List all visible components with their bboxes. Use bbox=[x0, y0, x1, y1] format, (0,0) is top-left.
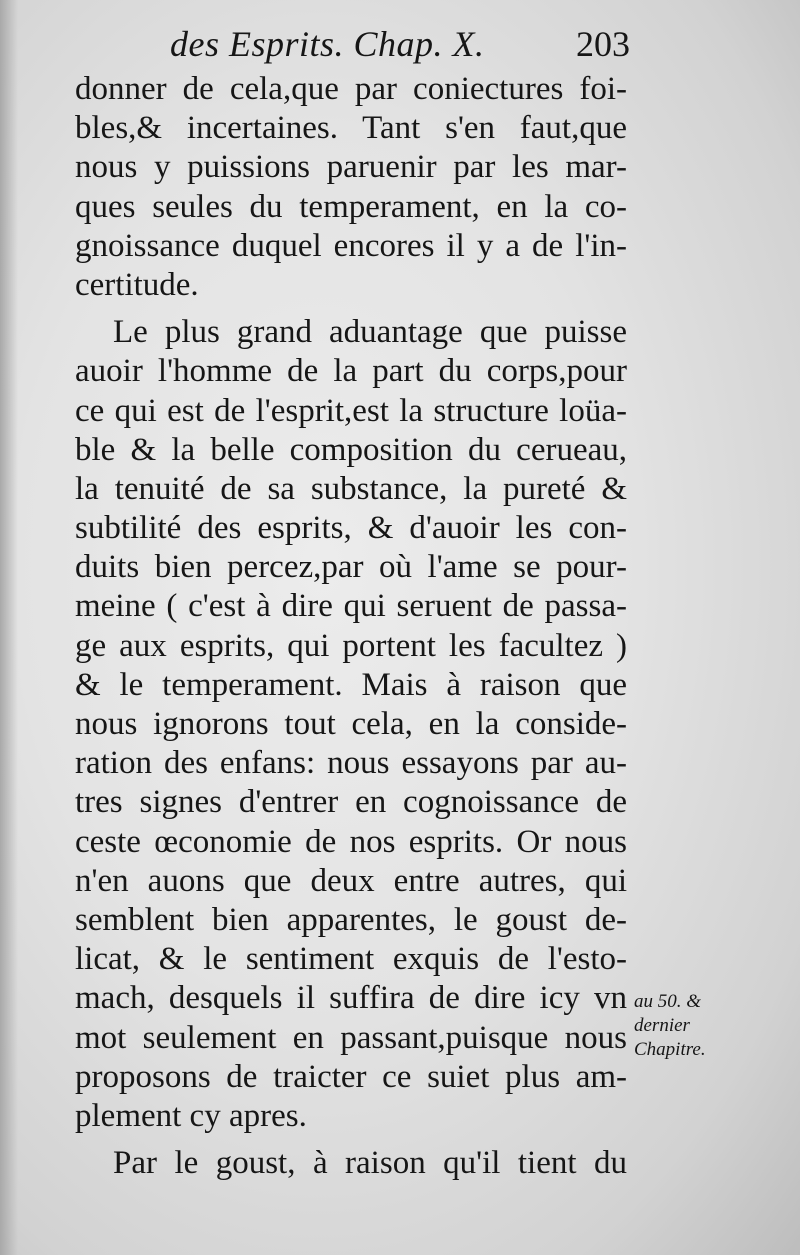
paragraph-start-line: Le plus grand aduantage que puisse bbox=[113, 314, 627, 351]
text-line: ceste œconomie de nos esprits. Or nous bbox=[75, 823, 627, 860]
text-line: nous ignorons tout cela, en la conside- bbox=[75, 706, 627, 742]
running-title: des Esprits. Chap. X. bbox=[170, 24, 485, 64]
text-line: mot seulement en passant,puisque nous bbox=[75, 1019, 627, 1056]
text-line: nous y puissions paruenir par les mar- bbox=[75, 149, 627, 186]
text-line: & le temperament. Mais à raison que bbox=[75, 666, 627, 703]
text-line: donner de cela,que par coniectures foi- bbox=[75, 71, 627, 107]
text-line: certitude. bbox=[75, 266, 199, 303]
text-line: ge aux esprits, qui portent les facultez ) bbox=[75, 627, 627, 664]
text-line: subtilité des esprits, & d'auoir les con- bbox=[75, 510, 627, 547]
page-number: 203 bbox=[576, 24, 630, 64]
marginal-note-line: Chapitre. bbox=[634, 1039, 706, 1060]
text-line: ble & la belle composition du cerueau, bbox=[75, 431, 627, 468]
marginal-note-line: au 50. & bbox=[634, 991, 702, 1012]
text-line: gnoissance duquel encores il y a de l'in- bbox=[75, 227, 627, 264]
text-line: semblent bien apparentes, le goust de- bbox=[75, 901, 627, 938]
text-line: ce qui est de l'esprit,est la structure loüa- bbox=[75, 392, 627, 429]
text-line: mach, desquels il suffira de dire icy vn bbox=[75, 980, 627, 1017]
paragraph-start-line: Par le goust, à raison qu'il tient du bbox=[113, 1145, 627, 1182]
body-text bbox=[75, 70, 627, 1183]
marginal-note bbox=[634, 990, 744, 1062]
running-head bbox=[170, 22, 630, 66]
text-line: la tenuité de sa substance, la pureté & bbox=[75, 470, 627, 507]
text-line: bles,& incertaines. Tant s'en faut,que bbox=[75, 110, 627, 147]
text-line: plement cy apres. bbox=[75, 1097, 307, 1134]
marginal-note-line: dernier bbox=[634, 1015, 690, 1036]
text-line: ration des enfans: nous essayons par au- bbox=[75, 745, 627, 782]
text-line: licat, & le sentiment exquis de l'esto- bbox=[75, 941, 627, 978]
text-line: proposons de traicter ce suiet plus am- bbox=[75, 1058, 627, 1095]
text-line: ques seules du temperament, en la co- bbox=[75, 188, 627, 225]
text-line: duits bien percez,par où l'ame se pour- bbox=[75, 549, 627, 586]
text-line: n'en auons que deux entre autres, qui bbox=[75, 862, 627, 899]
text-line: meine ( c'est à dire qui seruent de passa- bbox=[75, 588, 627, 625]
text-line: auoir l'homme de la part du corps,pour bbox=[75, 353, 627, 390]
text-line: tres signes d'entrer en cognoissance de bbox=[75, 784, 627, 821]
